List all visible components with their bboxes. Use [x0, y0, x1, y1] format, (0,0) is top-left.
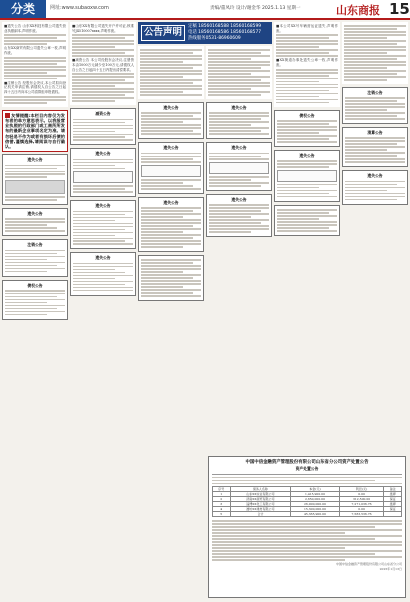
announcement-badge: 公告声明 — [141, 25, 185, 41]
notice-block — [274, 22, 340, 107]
box-title: 遗失公告 — [163, 105, 179, 111]
notice-box — [138, 197, 204, 252]
notice-box — [342, 87, 408, 124]
table-cell: 7,583,536.76 — [339, 512, 384, 517]
notice-box — [274, 110, 340, 147]
asset-table — [212, 486, 402, 517]
asset-notice-date: 2025年1月13日 — [379, 567, 402, 572]
notice-box — [138, 142, 204, 194]
box-title: 遗失公告 — [27, 157, 43, 163]
box-title: 遗失公告 — [163, 200, 179, 206]
table-cell: 抵押 — [384, 502, 402, 507]
column-5 — [274, 22, 340, 454]
box-title: 遗失公告 — [231, 105, 247, 111]
asset-notice-subtitle: 资产处置公告 — [295, 466, 319, 471]
table-cell: 2 — [213, 497, 231, 502]
notice-block — [342, 22, 408, 84]
table-cell: 保证 — [384, 507, 402, 512]
notice-text: ■注销公告 经股东会决议,本公司拟向登记机关申请注销,请债权人自公告之日起四十五日内向本公司清算组申报债权。 — [4, 80, 66, 94]
qr-code — [73, 171, 133, 183]
table-cell: 7,271,036.76 — [339, 502, 384, 507]
notice-block — [2, 22, 68, 107]
announcement-contact — [188, 24, 261, 42]
table-cell: 15,300,000.00 — [291, 507, 339, 512]
table-cell: 山东XX实业有限公司 — [230, 492, 291, 497]
asset-disposal-notice — [208, 456, 406, 598]
classified-page — [2, 22, 408, 600]
column-4 — [206, 46, 272, 454]
notice-text: ■山东XX有限公司遗失开户许可证,核准号J4510007xxxx,声明作废。 — [72, 24, 134, 33]
table-cell: 4 — [213, 507, 231, 512]
notice-box — [70, 148, 136, 197]
box-title: 遗失公告 — [95, 255, 111, 261]
table-cell: 3 — [213, 502, 231, 507]
box-title: 债权公告 — [299, 112, 315, 118]
column-6 — [342, 22, 408, 454]
box-title: 减资公告 — [95, 111, 111, 117]
notice-box — [2, 239, 68, 276]
announcement-header — [138, 22, 272, 44]
notice-box — [70, 252, 136, 295]
qr-code — [277, 170, 337, 182]
notice-box — [70, 108, 136, 145]
website-url[interactable]: 网址:www.subaoxw.com — [50, 5, 109, 11]
notice-box — [342, 170, 408, 204]
box-title: 遗失公告 — [367, 173, 383, 179]
table-cell: 5 — [213, 512, 231, 517]
column-2 — [70, 22, 136, 600]
notice-box — [70, 200, 136, 249]
table-header-cell: 债务人名称 — [230, 487, 291, 492]
table-cell: 312,500.00 — [339, 497, 384, 502]
notice-block — [138, 46, 204, 99]
table-cell: 1 — [213, 492, 231, 497]
notice-box — [342, 127, 408, 167]
notice-text: ■遗失公告 山东XX科技有限公司遗失营业执照副本,声明作废。 — [4, 24, 66, 33]
hotline-text: 定稿 18560168588 18560168599 — [188, 24, 262, 29]
stamp-image — [5, 180, 65, 194]
box-title: 遗失公告 — [95, 203, 111, 209]
section-label: 分类 — [0, 0, 46, 18]
table-cell: 合计 — [230, 512, 291, 517]
notice-box — [206, 142, 272, 191]
masthead — [0, 0, 410, 20]
notice-text: ■本公司XX号车辆营运证遗失,声明作废。 — [276, 24, 338, 33]
table-cell: 抵押 — [384, 492, 402, 497]
asset-notice-issuer: 中国中信金融资产管理股份有限公司山东省分公司 — [335, 562, 402, 567]
editor-info: 责编/董凤玲 设计/谢金华 2025.1.13 星期一 — [210, 6, 301, 11]
box-title: 遗失公告 — [231, 145, 247, 151]
divider — [212, 474, 402, 475]
table-cell: 潍坊XX建材有限公司 — [230, 507, 291, 512]
notice-box — [2, 280, 68, 320]
table-row — [213, 512, 402, 517]
notice-text: ■XX街道办事处遗失公章一枚,声明作废。 — [276, 58, 338, 67]
table-cell: 1,415,900.00 — [291, 492, 339, 497]
box-title: 债权公告 — [27, 282, 43, 288]
table-cell: 淄博XX化工有限公司 — [230, 502, 291, 507]
table-cell: 0.00 — [339, 492, 384, 497]
box-title: 遗失公告 — [163, 145, 179, 151]
box-title: 注销公告 — [367, 90, 383, 95]
box-title: 遗失公告 — [299, 152, 315, 158]
table-header-cell: 序号 — [213, 487, 231, 492]
table-cell: 2,650,000.00 — [291, 497, 339, 502]
table-header-cell: 本金(元) — [291, 487, 339, 492]
box-title: 遗失公告 — [231, 197, 247, 203]
qr-code — [209, 162, 269, 174]
table-cell: 0.00 — [339, 507, 384, 512]
column-1 — [2, 22, 68, 600]
box-title: 清算公告 — [367, 130, 383, 136]
box-title: 遗失公告 — [27, 211, 43, 217]
reminder-text: 友情提醒:本栏目内容仅为发布者的单方意思表示。以我报营业执照的行政部门或工商所所发布的最新企业事项名定为准。请勿轻易不作为或者有损坏后债的信誉,谨慎选择,请阅读与自行确认。 — [5, 112, 65, 150]
notice-box — [274, 150, 340, 202]
notice-box — [206, 102, 272, 139]
notice-box — [138, 102, 204, 139]
table-cell: 济南XX商贸有限公司 — [230, 497, 291, 502]
page-number: 15 — [389, 0, 410, 18]
column-3 — [138, 46, 204, 600]
notice-block — [206, 46, 272, 99]
table-header-cell: 备注 — [384, 487, 402, 492]
table-cell: 26,000,000.00 — [291, 502, 339, 507]
notice-block — [70, 22, 136, 105]
notice-box — [274, 205, 340, 236]
service-text: 热线服务0531-86960609 — [188, 36, 241, 41]
table-cell: 45,365,900.00 — [291, 512, 339, 517]
notice-text: 山东XX商贸有限公司遗失公章一枚,声明作废。 — [4, 46, 66, 56]
table-cell — [384, 512, 402, 517]
table-header-cell: 利息(元) — [339, 487, 384, 492]
notice-box — [2, 154, 68, 205]
notice-text: ■减资公告 本公司经股东会决议,注册资本由1000万元减少至100万元,请债权人自公告之日起四十五日内提出清偿要求。 — [72, 58, 134, 72]
newspaper-logo: 山东商报 — [336, 4, 380, 17]
notice-box — [206, 194, 272, 237]
asset-notice-title: 中国中信金融资产管理股份有限公司山东省分公司资产处置公告 — [245, 460, 369, 465]
box-title: 遗失公告 — [95, 151, 111, 157]
notice-box — [138, 255, 204, 301]
tel-text: 电话 18560168586 18560168577 — [188, 30, 262, 35]
table-cell: 保证 — [384, 497, 402, 502]
friendly-reminder — [2, 110, 68, 152]
box-title: 注销公告 — [27, 242, 43, 248]
notice-box — [2, 208, 68, 236]
qr-code — [141, 165, 201, 177]
